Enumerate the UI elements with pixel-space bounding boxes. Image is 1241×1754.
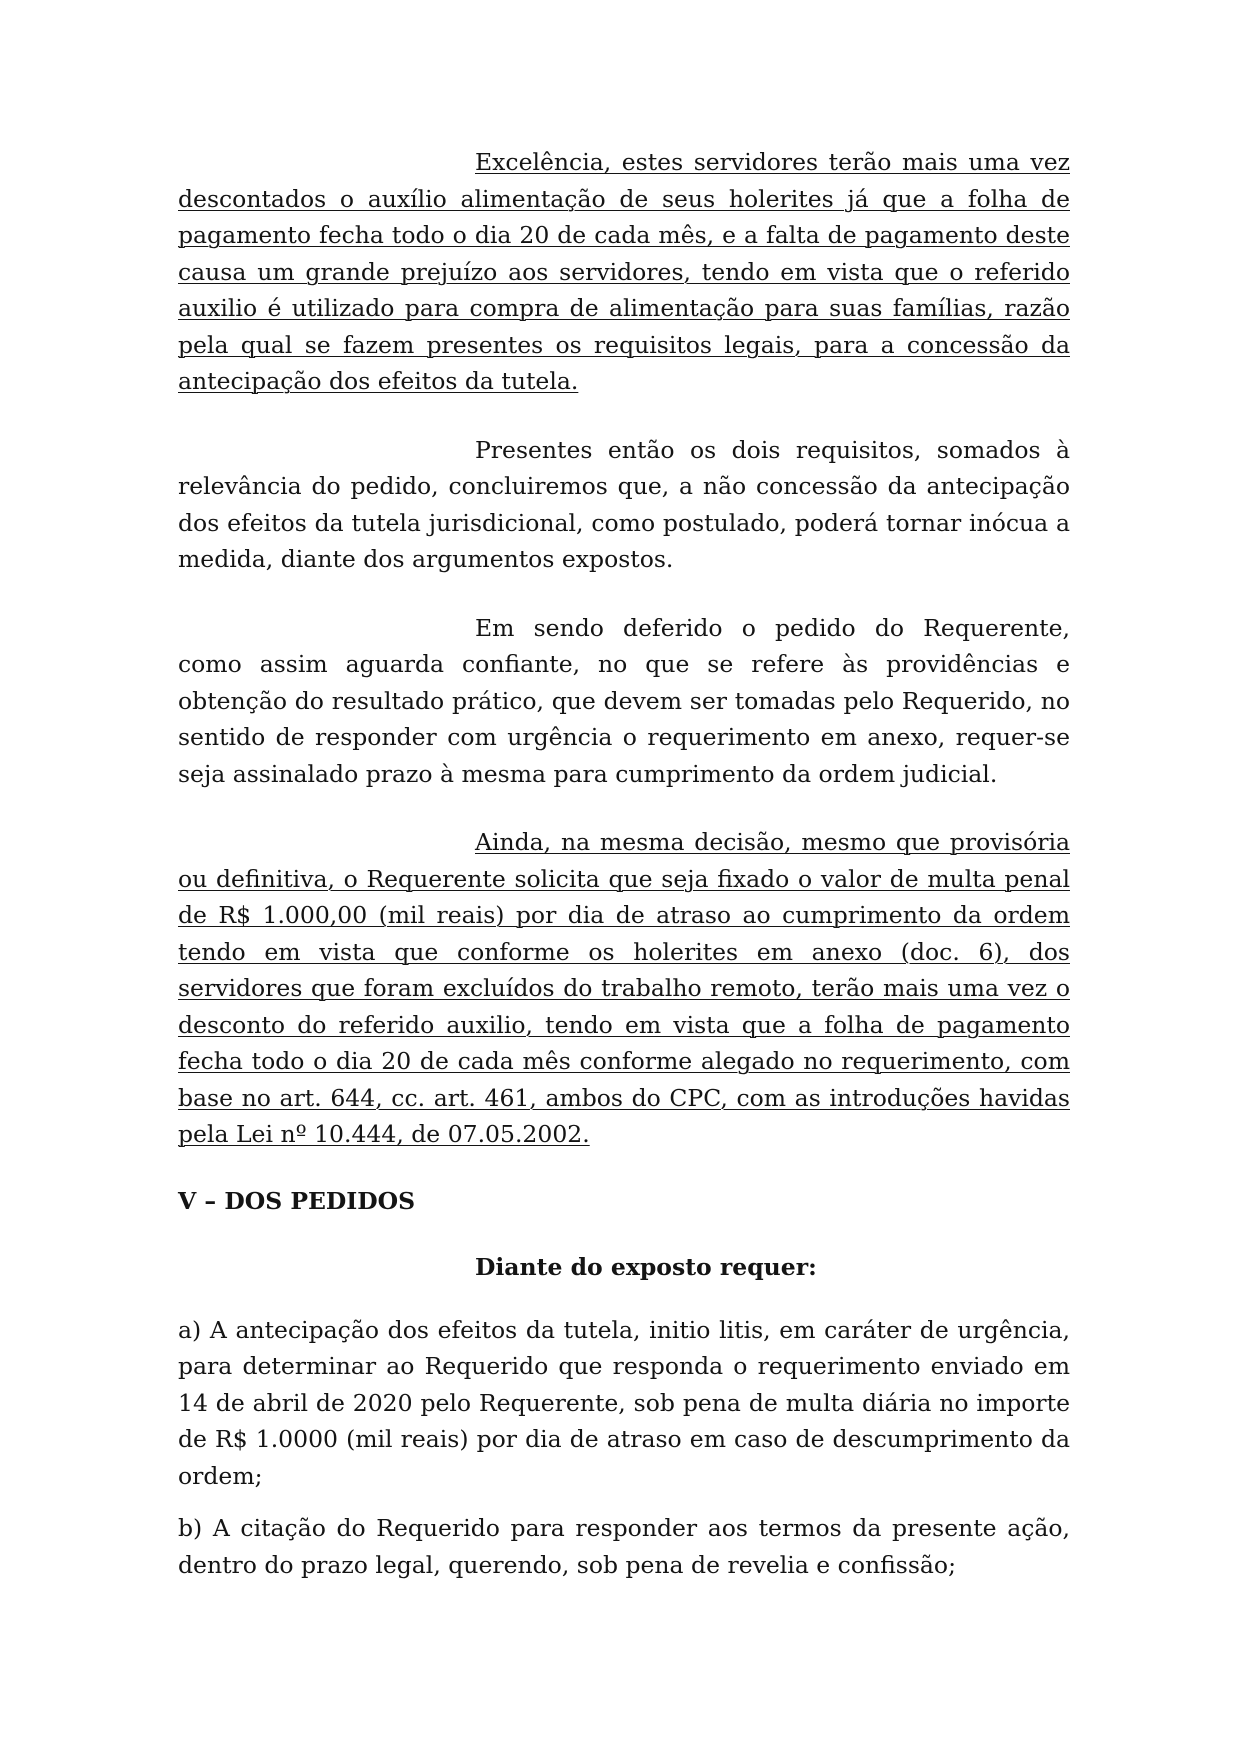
paragraph-deadline: Em sendo deferido o pedido do Requerente, como assim aguarda confiante, no que se refere às providências e obtenção do resultado prático, que devem ser tomadas pelo Requerido, no sentido de responder com urgência o requerimento em anexo, requer-se seja assinalado prazo à mesma para cumprimento da ordem judicial.	[178, 613, 1070, 788]
paragraph-penalty: Ainda, na mesma decisão, mesmo que provisória ou definitiva, o Requerente solicita que seja fixado o valor de multa penal de R$ 1.000,00 (mil reais) por dia de atraso ao cumprimento da ordem tendo em vista que conforme os holerites em anexo (doc. 6), dos servidores que foram excluídos do trabalho remoto, terão mais uma vez o desconto do referido auxilio, tendo em vista que a folha de pagamento fecha todo o dia 20 de cada mês conforme alegado no requerimento, com base no art. 644, cc. art. 461, ambos do CPC, com as introduções havidas pela Lei nº 10.444, de 07.05.2002.	[178, 828, 1070, 1148]
paragraph-requirements: Presentes então os dois requisitos, somados à relevância do pedido, concluiremos que, a não concessão da antecipação dos efeitos da tutela jurisdicional, como postulado, poderá tornar inócua a medida, diante dos argumentos expostos.	[178, 435, 1070, 573]
document-page	[178, 144, 1070, 1583]
requests-subheading: Diante do exposto requer:	[475, 1253, 817, 1281]
request-item-b: b) A citação do Requerido para responder aos termos da presente ação, dentro do prazo legal, querendo, sob pena de revelia e confissão;	[178, 1514, 1070, 1579]
section-heading: V – DOS PEDIDOS	[178, 1186, 416, 1215]
paragraph-urgency: Excelência, estes servidores terão mais uma vez descontados o auxílio alimentação de seus holerites já que a folha de pagamento fecha todo o dia 20 de cada mês, e a falta de pagamento deste causa um grande prejuízo aos servidores, tendo em vista que o referido auxilio é utilizado para compra de alimentação para suas famílias, razão pela qual se fazem presentes os requisitos legais, para a concessão da antecipação dos efeitos da tutela.	[178, 148, 1070, 395]
request-item-a: a) A antecipação dos efeitos da tutela, initio litis, em caráter de urgência, para determinar ao Requerido que responda o requerimento enviado em 14 de abril de 2020 pelo Requerente, sob pena de multa diária no importe de R$ 1.0000 (mil reais) por dia de atraso em caso de descumprimento da ordem;	[178, 1315, 1070, 1490]
